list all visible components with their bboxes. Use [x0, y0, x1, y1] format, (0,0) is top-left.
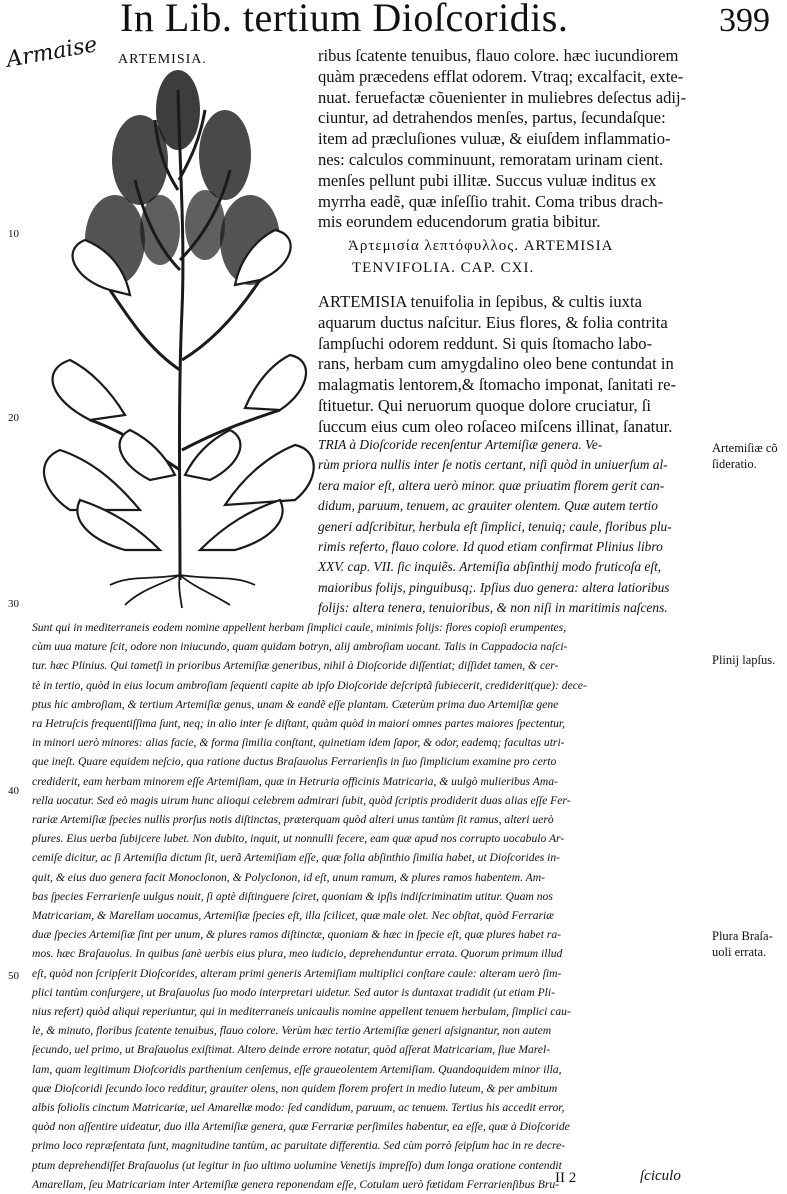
page-number: 399 — [719, 2, 770, 39]
text-line: in minori uerò minores: alias facie, & forma ſimilia conſtant, quinetiam idem ſapor, & odor, eademq; facultas utri- — [32, 736, 565, 750]
text-line: nuat. feruefactæ cõuenienter in muliebres deſectus adij- — [318, 87, 687, 107]
text-line: TRIA à Dioſcoride recenſentur Artemiſiæ genera. Ve- — [318, 437, 603, 452]
commentary-wide-column — [32, 618, 712, 1194]
text-line: ptum deprehendiſſet Braſauolus (ut legitur in ſuo ultimo uolumine Venetijs impreſſo) dum longa oratione contendit — [32, 1158, 562, 1172]
margin-note — [712, 652, 787, 668]
text-line: ra Hetruſcis frequentiſſima ſunt, neq; in alio inter ſe diſtant, quàm quòd in maiori omnes partes maiores ſpectentur, — [32, 717, 566, 731]
catchword: ſciculo — [640, 1168, 681, 1184]
text-line: duæ ſpecies Artemiſiæ ſint per unum, & plures ramos diſtinctæ, quoniam & hæc in ſpecie eſt, quæ plures habet ra- — [32, 928, 561, 942]
text-line: Amarellam, ſeu Matricariam inter Artemiſiæ genera reponendam eſſe, Cotulam uerò fœtidam Ferrarienſibus Bru- — [32, 1177, 560, 1191]
text-line: tera maior eſt, altera uerò minor. quæ priuatim florem gerit can- — [318, 477, 665, 493]
text-line: nius refert) quòd aliqui reperiuntur, qui in mediterraneis unicaulis nomine appellent tenuem herbulam, ſimplici cau- — [32, 1005, 571, 1019]
text-line: maioribus folijs, pinguibusq;. Ipſius duo genera: altera latioribus — [318, 579, 670, 595]
text-line: menſes pellunt pubi illitæ. Succus vuluæ inditus ex — [318, 170, 657, 190]
line-number: 20 — [8, 412, 19, 424]
text-line: rella uocatur. Sed eò magis uirum hunc alioqui celebrem admirari ſubit, quòd ſcriptis prodiderit duas alias eſſe Fer- — [32, 793, 571, 807]
signature-mark: II 2 — [555, 1170, 577, 1186]
text-line: quæ Dioſcoridi ſecundo loco redditur, grauiter olens, non quidem florem profert in medio luteum, & per ambitum — [32, 1081, 558, 1095]
text-line: primo loco repræſentata ſunt, magnitudine tantùm, ac paruitate differentia. Sed cùm porrò ſeipſum hac in re decre- — [32, 1139, 566, 1153]
text-line: mos. hæc Braſauolus. In quibus ſanè uerbis eius plura, meo iudicio, deprehenduntur errata. Quorum primum illud — [32, 947, 563, 961]
margin-note-line: Artemiſiæ cõ — [712, 441, 778, 455]
artemisia-woodcut-illustration — [30, 70, 320, 610]
page-title: In Lib. tertium Dioſcoridis. — [120, 0, 569, 40]
text-line: lam, quam legitimum Dioſcoridis parthenium cenſemus, eſſe graueolentem Artemiſiam. Quandoquidem minor illa, — [32, 1062, 562, 1076]
margin-note — [712, 928, 787, 960]
text-line: folijs: altera tenera, tenuioribus, & non niſi in maritimis naſcens. — [318, 600, 668, 616]
margin-note-line: Plura Braſa- — [712, 929, 773, 943]
text-line: eſt, quòd non ſcripſerit Dioſcorides, alteram primi generis Artemiſiam multiplici conſtare caule: alteram uerò ſim- — [32, 966, 562, 980]
text-line: Sunt qui in mediterraneis eodem nomine appellent herbam ſimplici caule, minimis folijs: flores copioſi erumpentes, — [32, 621, 567, 634]
chapter-heading-line1: Ἀρτεμισία λεπτόφυλλος. ARTEMISIA — [348, 238, 614, 254]
text-line: que ineſt. Quare equidem neſcio, qua ratione ductus Braſauolus Ferrarienſis in ſuo ſimplicium examine pro certo — [32, 755, 557, 769]
line-number: 30 — [8, 598, 19, 610]
text-line: ſuccum eius cum oleo roſaceo miſcens illinat, ſanatur. — [318, 416, 673, 436]
text-line: ſampſuchi odorem reddunt. Si quis ſtomacho labo- — [318, 333, 653, 353]
margin-note — [712, 440, 787, 472]
text-line: Matricariam, & Marellam uocamus, Artemiſiæ ſpecies eſt, illa ſcilicet, quæ male olet. Nec obſtat, quòd Ferrariæ — [32, 909, 554, 923]
chapter-heading-line2: TENVIFOLIA. CAP. CXI. — [352, 260, 535, 276]
plant-label: ARTEMISIA. — [118, 52, 207, 67]
text-line: ribus ſcatente tenuibus, flauo colore. hæc iucundiorem — [318, 46, 679, 65]
text-line: mis eorundem educendorum gratia bibitur. — [318, 212, 601, 232]
text-line: ſecundo, uel primo, ut Braſauolus exiſtimat. Altero deinde errore notatur, quòd aſſerat Matricariam, ſiue Marel- — [32, 1043, 551, 1057]
text-line: crediderit, eam herbam minorem eſſe Artemiſiam, quæ in Hetruria officinis Matricaria, & uulgò mulieribus Ama- — [32, 774, 558, 788]
line-number: 40 — [8, 785, 19, 797]
text-paragraph-chapter — [318, 292, 713, 438]
line-number: 10 — [8, 228, 19, 240]
text-line: myrrha eadẽ, quæ inſeſſio trahit. Coma tribus drach- — [318, 191, 664, 211]
text-line: quòd non aſſentire uideatur, duo illa Artemiſiæ genera, quæ Ferrariæ perſimiles habentur, ea eſſe, quæ à Dioſcoride — [32, 1120, 570, 1134]
text-line: le, & minuto, floribus ſcatente tenuibus, flauo colore. Verùm hæc tertio Artemiſiæ generi aſsignantur, non autem — [32, 1024, 552, 1038]
text-line: bas ſpecies Ferrarienſe uulgus nouit, ſi aptè diſtinguere ſciret, quoniam & ipſis indiſcriminatim utitur. Quam nos — [32, 889, 553, 903]
margin-note-line: uoli errata. — [712, 945, 767, 959]
text-line: ARTEMISIA tenuifolia in ſepibus, & cultis iuxta — [318, 292, 642, 311]
text-line: plures. Eius uerba ſubijcere lubet. Non dubito, inquit, ut nonnulli fecere, eam quæ apud nos corrupto uocabulo Ar- — [32, 832, 565, 846]
text-line: tè in tertio, quòd in eius locum ambroſiam ſequenti capite ab ipſo Dioſcoride deſcriptã ſubiecerit, crediderit(que): dece- — [32, 678, 587, 692]
text-paragraph-continuation — [318, 46, 713, 233]
text-line: albis foliolis cinctum Matricariæ, uel Amarellæ modo: ſed candidum, paruum, ac tenuem. Tertius his accedit error, — [32, 1101, 565, 1115]
text-line: ciuntur, ad detrahendos menſes, partus, ſecundaſque: — [318, 108, 666, 128]
text-line: nes: calculos comminuunt, remoratam urinam cient. — [318, 149, 664, 169]
text-line: tur. hæc Plinius. Qui tametſi in prioribus Artemiſiæ generibus, nihil à Dioſcoride diſſentiat; diſſidet tamen, & cer- — [32, 659, 559, 673]
margin-note-line: ſideratio. — [712, 457, 757, 471]
text-line: didum, paruum, tenuem, ac grauiter olentem. Quæ autem tertio — [318, 498, 658, 514]
text-line: cùm uua mature ſcit, odore non iniucundo, quam quidam botryn, alij ambroſiam uocant. Talis in Cappadocia naſci- — [32, 640, 568, 654]
text-line: rùm priora nullis inter ſe notis certant, niſi quòd in uniuerſum al- — [318, 457, 668, 473]
line-number: 50 — [8, 970, 19, 982]
commentary-narrow-column — [318, 435, 708, 619]
text-line: rans, herbam cum amygdalino oleo bene contundat in — [318, 354, 674, 374]
text-line: ſtituetur. Qui neruorum quoque dolore cruciatur, ſi — [318, 395, 651, 415]
text-line: quit, & eius duo genera facit Monoclonon, & Polyclonon, id eſt, unum ramum, & plures ramos habentem. Am- — [32, 870, 545, 884]
text-line: malagmatis lentorem,& ſtomacho imponat, ſanitati re- — [318, 375, 677, 395]
text-line: aquarum ductus naſcitur. Eius flores, & folia contrita — [318, 312, 668, 332]
text-line: rariæ Artemiſiæ ſpecies nullis prorſus notis diſtinctas, præterquam quòd alteri unus tantùm ſit ramus, alteri uerò — [32, 813, 554, 827]
margin-note-line: Plinij lapſus. — [712, 653, 776, 667]
handwritten-annotation: Armaise — [4, 32, 100, 73]
text-line: ptus hic ambroſiam, & tertium Artemiſiæ genus, unam & eandẽ eſſe plantam. Cæterùm prima duo Artemiſiæ gene — [32, 697, 559, 711]
text-line: XXV. cap. VII. ſic inquiẽs. Artemiſia abſinthij modo fruticoſa eſt, — [318, 559, 662, 575]
text-line: item ad præcluſiones vuluæ, & eiuſdem inflammatio- — [318, 129, 671, 149]
text-line: rimis referto, flauo colore. Id quod etiam confirmat Plinius libro — [318, 539, 663, 555]
text-line: plici tantùm conſurgere, ut Braſauolus ſuo modo interpretari uidetur. Sed autor is duntaxat tradidit (ut etiam Pli- — [32, 985, 555, 999]
text-line: generi adſcribitur, herbula eſt ſimplici, tenuiq; caule, floribus plu- — [318, 518, 672, 534]
running-header — [120, 0, 770, 48]
text-line: cemiſe dicitur, ac ſi Artemiſia dictum ſit, uerã Artemiſiam eſſe, quæ folia abſinthio ſimilia habet, ut Dioſcorides in- — [32, 851, 561, 865]
text-line: quàm præcedens efflat odorem. Vtraq; excalfacit, exte- — [318, 66, 684, 86]
